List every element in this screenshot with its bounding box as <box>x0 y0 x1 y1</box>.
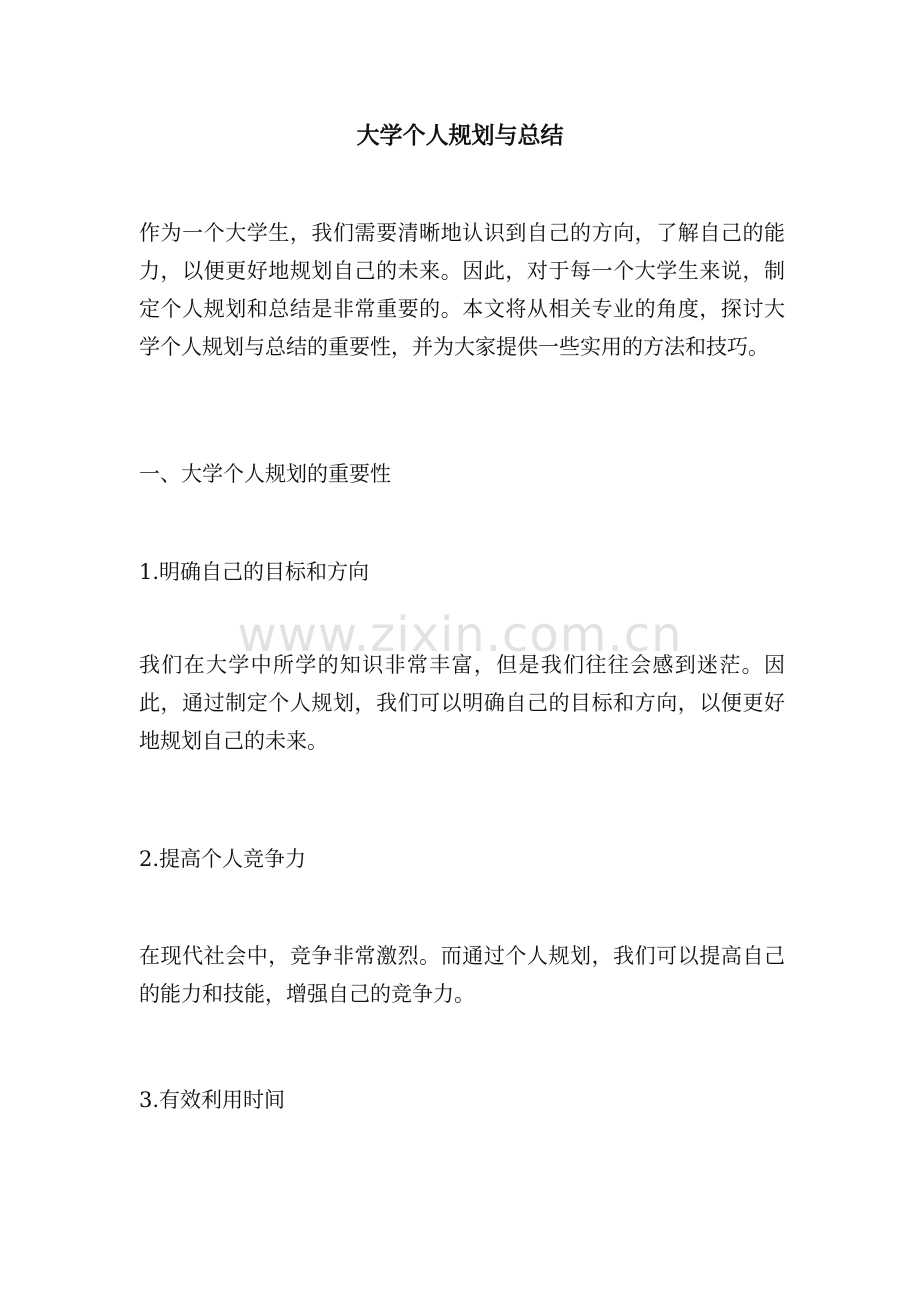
subsection-body-2: 在现代社会中，竞争非常激烈。而通过个人规划，我们可以提高自己的能力和技能，增强自己的竞争力。 <box>139 944 785 1006</box>
subsection-heading-2: 2.提高个人竞争力 <box>139 847 307 871</box>
subsection-heading-1: 1.明确自己的目标和方向 <box>139 560 370 584</box>
section-heading: 一、大学个人规划的重要性 <box>139 462 391 486</box>
document-title: 大学个人规划与总结 <box>356 122 564 149</box>
subsection-heading-3: 3.有效利用时间 <box>139 1088 286 1112</box>
intro-paragraph: 作为一个大学生，我们需要清晰地认识到自己的方向，了解自己的能力，以便更好地规划自己的未来。因此，对于每一个大学生来说，制定个人规划和总结是非常重要的。本文将从相关专业的角度，探讨大学个人规划与总结的重要性，并为大家提供一些实用的方法和技巧。 <box>139 221 785 359</box>
watermark: www.zixin.com.cn <box>237 607 683 663</box>
subsection-body-1: 我们在大学中所学的知识非常丰富，但是我们往往会感到迷茫。因此，通过制定个人规划，我们可以明确自己的目标和方向，以便更好地规划自己的未来。 <box>139 653 785 753</box>
